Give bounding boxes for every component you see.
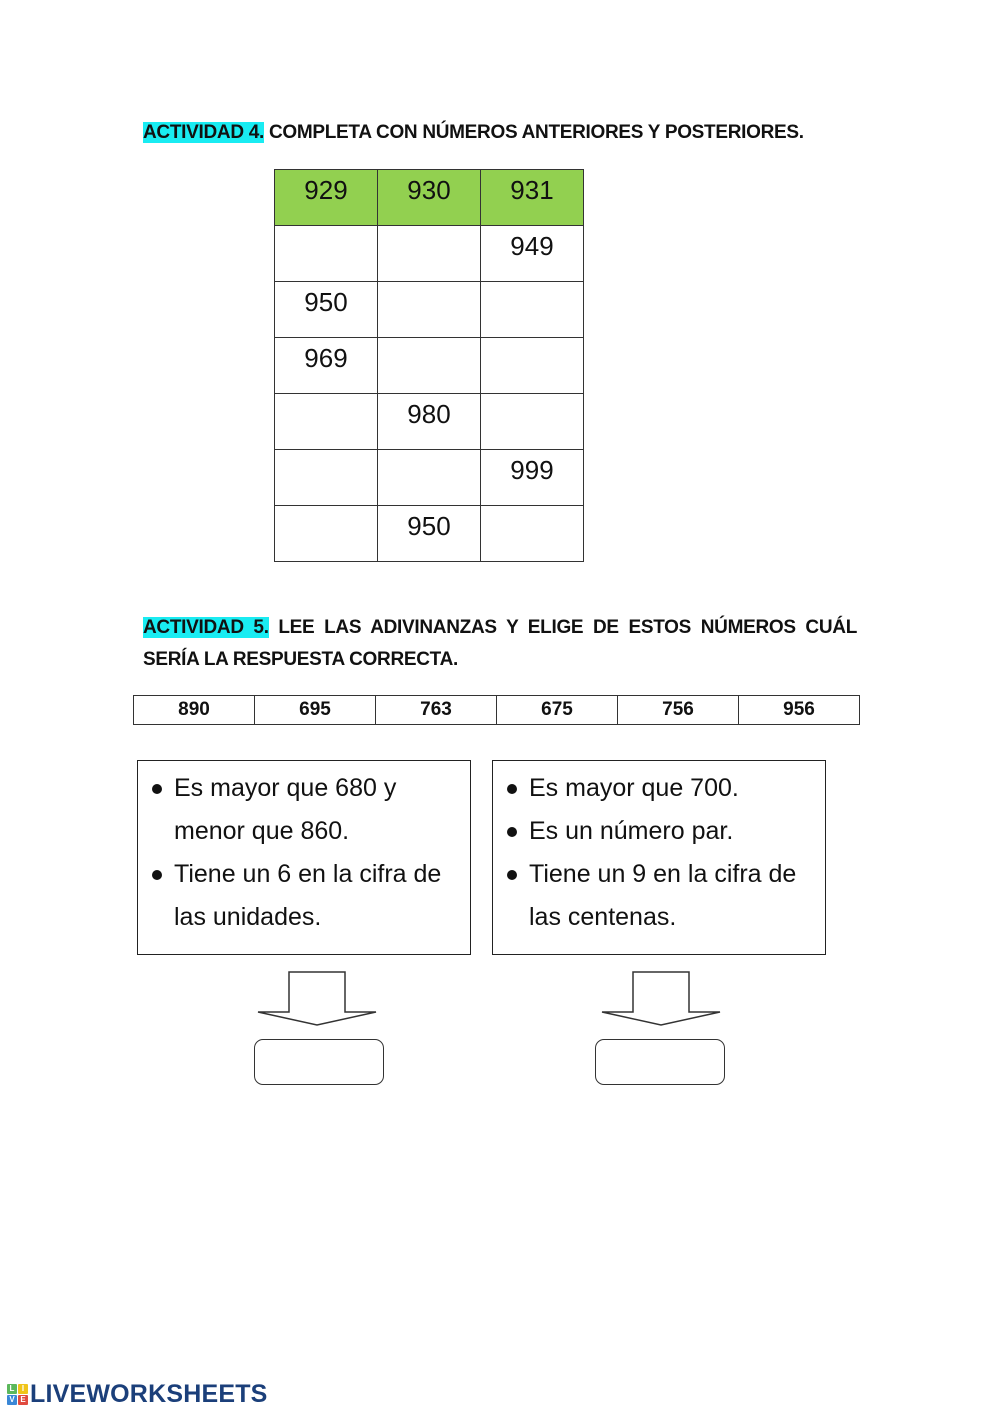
choice-cell: 675 bbox=[497, 696, 618, 725]
header-cell: 930 bbox=[378, 170, 481, 226]
activity-5-heading bbox=[143, 612, 857, 676]
logo-tile: L bbox=[7, 1384, 17, 1394]
clue-item: Tiene un 6 en la cifra de las unidades. bbox=[174, 853, 470, 939]
down-arrow-icon bbox=[600, 971, 722, 1027]
answer-input-2[interactable] bbox=[595, 1039, 725, 1085]
blank-cell[interactable] bbox=[481, 506, 584, 562]
bullet-icon bbox=[507, 827, 517, 837]
blank-cell[interactable] bbox=[275, 226, 378, 282]
given-cell: 950 bbox=[378, 506, 481, 562]
clue-item: Tiene un 9 en la cifra de las centenas. bbox=[529, 853, 825, 939]
choice-cell: 763 bbox=[376, 696, 497, 725]
clue-item: Es un número par. bbox=[529, 810, 825, 853]
blank-cell[interactable] bbox=[378, 338, 481, 394]
table-row bbox=[275, 394, 584, 450]
activity-5-instruction-line2: SERÍA LA RESPUESTA CORRECTA. bbox=[143, 649, 458, 670]
table-row bbox=[275, 338, 584, 394]
logo-tile: V bbox=[7, 1395, 17, 1405]
clue-item: Es mayor que 700. bbox=[529, 767, 825, 810]
riddle-box-1 bbox=[137, 760, 471, 955]
blank-cell[interactable] bbox=[481, 282, 584, 338]
table-header-row bbox=[275, 170, 584, 226]
given-cell: 950 bbox=[275, 282, 378, 338]
activity-5-label: ACTIVIDAD 5. bbox=[143, 617, 269, 638]
riddle-2-clues bbox=[493, 767, 825, 939]
activity-5-heading-line1 bbox=[143, 612, 857, 644]
given-cell: 980 bbox=[378, 394, 481, 450]
riddle-box-2 bbox=[492, 760, 826, 955]
blank-cell[interactable] bbox=[481, 338, 584, 394]
header-cell: 929 bbox=[275, 170, 378, 226]
riddle-1-clues bbox=[138, 767, 470, 939]
clue-item: Es mayor que 680 y menor que 860. bbox=[174, 767, 470, 853]
blank-cell[interactable] bbox=[378, 226, 481, 282]
bullet-icon bbox=[152, 870, 162, 880]
blank-cell[interactable] bbox=[275, 394, 378, 450]
given-cell: 949 bbox=[481, 226, 584, 282]
choices-row bbox=[134, 696, 860, 725]
blank-cell[interactable] bbox=[378, 282, 481, 338]
blank-cell[interactable] bbox=[378, 450, 481, 506]
given-cell: 969 bbox=[275, 338, 378, 394]
table-row bbox=[275, 282, 584, 338]
choice-cell: 890 bbox=[134, 696, 255, 725]
blank-cell[interactable] bbox=[275, 450, 378, 506]
answer-input-1[interactable] bbox=[254, 1039, 384, 1085]
number-sequence-table bbox=[274, 169, 584, 562]
given-cell: 999 bbox=[481, 450, 584, 506]
down-arrow-icon bbox=[256, 971, 378, 1027]
choice-cell: 695 bbox=[255, 696, 376, 725]
choice-cell: 756 bbox=[618, 696, 739, 725]
blank-cell[interactable] bbox=[481, 394, 584, 450]
activity-4-heading bbox=[143, 117, 804, 149]
number-choices-strip bbox=[133, 695, 860, 725]
header-cell: 931 bbox=[481, 170, 584, 226]
blank-cell[interactable] bbox=[275, 506, 378, 562]
logo-text: LIVEWORKSHEETS bbox=[30, 1380, 268, 1408]
bullet-icon bbox=[152, 784, 162, 794]
activity-4-instruction: COMPLETA CON NÚMEROS ANTERIORES Y POSTERIORES. bbox=[263, 122, 804, 143]
liveworksheets-logo bbox=[7, 1381, 268, 1407]
bullet-icon bbox=[507, 784, 517, 794]
table-row bbox=[275, 226, 584, 282]
activity-5-instruction-line1: LEE LAS ADIVINANZAS Y ELIGE DE ESTOS NÚMEROS CUÁL bbox=[268, 617, 857, 638]
table-row bbox=[275, 506, 584, 562]
table-row bbox=[275, 450, 584, 506]
logo-tiles-icon bbox=[7, 1384, 28, 1405]
activity-4-label: ACTIVIDAD 4. bbox=[143, 122, 264, 143]
bullet-icon bbox=[507, 870, 517, 880]
logo-tile: I bbox=[18, 1384, 28, 1394]
logo-tile: E bbox=[18, 1395, 28, 1405]
choice-cell: 956 bbox=[739, 696, 860, 725]
